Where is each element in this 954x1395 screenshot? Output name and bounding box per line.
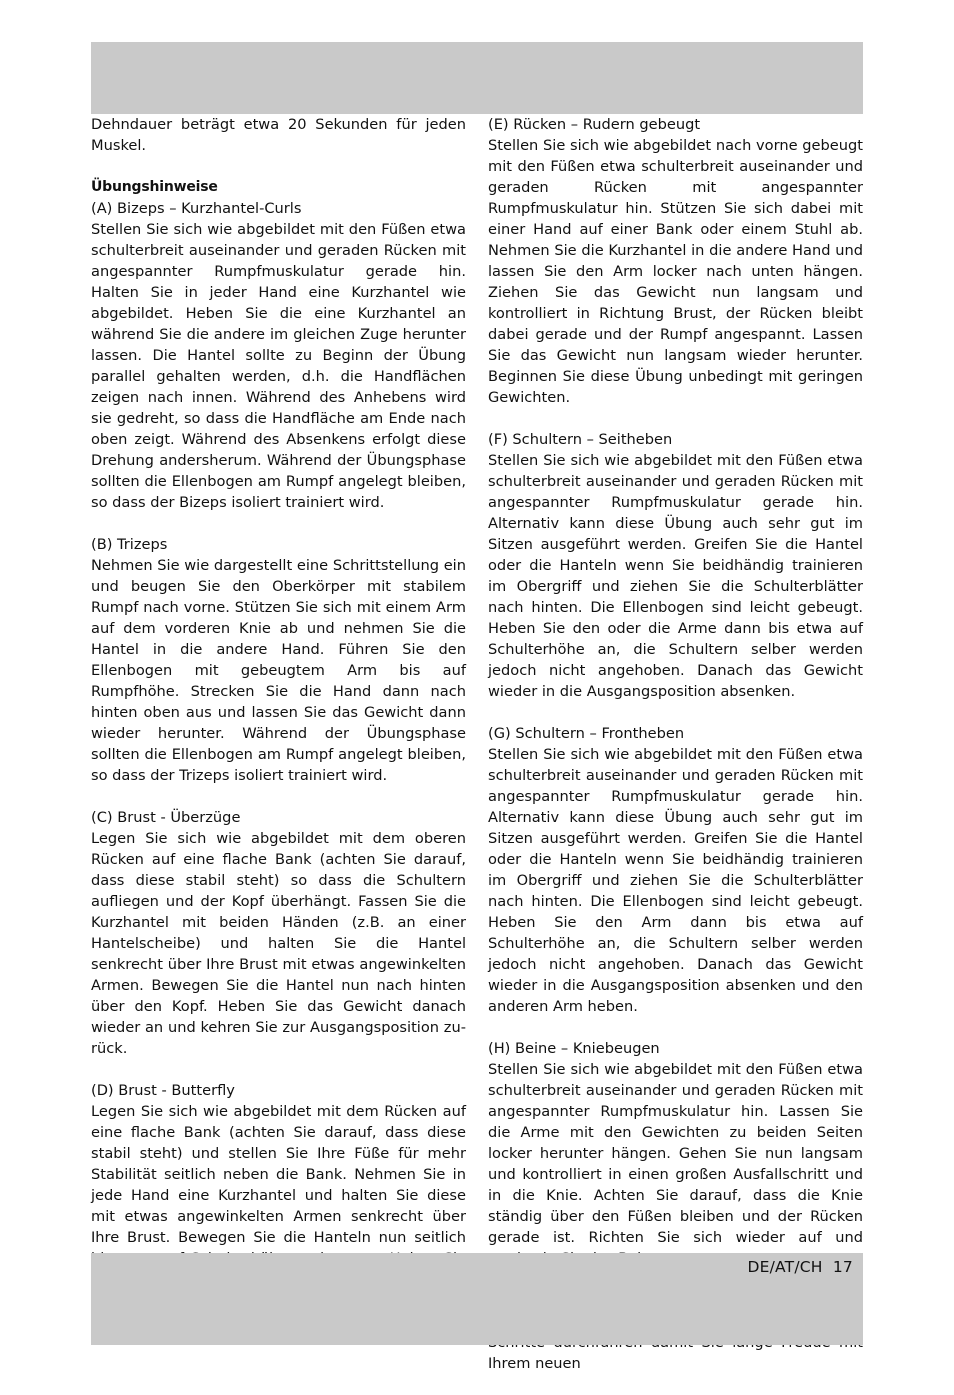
exercise-title: (C) Brust - Überzüge — [91, 809, 241, 826]
exercise-title: (B) Trizeps — [91, 536, 168, 553]
page-number: DE/AT/CH 17 — [747, 1258, 853, 1276]
exercise-h — [488, 1038, 863, 1269]
intro-paragraph — [91, 114, 466, 156]
exercise-text: Nehmen Sie wie dargestellt eine Schrittstellung ein und beugen Sie den Oberkörper mit stabilem Rumpf nach vorne. Stützen Sie sich mit einem Arm auf dem vorderen Knie ab und nehmen Sie die Hantel in die andere Hand. Führen Sie den Ellenbogen mit gebeugtem Arm bis auf Rumpfhöhe. Strecken Sie die Hand dann nach hinten oben aus und lassen Sie das Gewicht dann wieder herunter. Während der Übungsphase sollten die Ellenbogen am Rumpf angelegt bleiben, so dass der Trizeps isoliert trainiert wird. — [91, 557, 466, 784]
exercise-e — [488, 114, 863, 408]
exercise-g — [488, 723, 863, 1017]
exercise-title: (F) Schultern – Seitheben — [488, 431, 673, 448]
exercise-text: Stellen Sie sich wie abgebildet mit den Füßen etwa schulterbreit auseinander und geraden Rücken mit angespannter Rumpfmuskulatur gerade hin. Alternativ kann diese Übung auch sehr gut im Sitzen ausgeführt werden. Greifen Sie die Hantel oder die Hanteln wenn Sie beidhändig trainieren im Obergriff und ziehen Sie die Schulterblätter nach hinten. Die Ellenbogen sind leicht gebeugt. Heben Sie den Arm dann bis etwa auf Schulterhöhe an, die Schultern selber werden jedoch nicht angehoben. Danach das Gewicht wieder in die Ausgangsposition absenken und den anderen Arm heben. — [488, 746, 863, 1015]
intro-text: Dehndauer beträgt etwa 20 Sekunden für jeden Muskel. — [91, 116, 466, 154]
exercise-title: (H) Beine – Kniebeugen — [488, 1040, 660, 1057]
maintenance-text: Ihrem neuen — [488, 1355, 581, 1372]
section-heading: Übungshinweise — [91, 179, 218, 195]
exercise-f — [488, 429, 863, 702]
exercise-title: (G) Schultern – Frontheben — [488, 725, 685, 742]
exercise-text: Legen Sie sich wie abgebildet mit dem Rücken auf eine flache Bank (achten Sie darauf, dass diese stabil steht) und stellen Sie Ihre Füße für mehr Stabilität seitlich neben die Bank. Nehmen Sie in jede Hand eine Kurzhantel und halten Sie diese mit etwas angewinkelten Armen senkrecht über Ihre Brust. Bewegen Sie die Hanteln nun seitlich — [91, 1103, 466, 1246]
exercise-title: (E) Rücken – Rudern gebeugt — [488, 116, 701, 133]
exercise-text: Stellen Sie sich wie abgebildet mit den Füßen etwa schulterbreit auseinander und geraden Rücken mit angespannter Rumpfmuskulatur hin. Lassen Sie die Arme mit den Gewichten zu beiden Seiten locker herunter hängen. Gehen Sie nun langsam und kontrolliert in einen großen Ausfallschritt und in die Knie. Achten Sie darauf, dass die Knie ständig über den Füßen bleiben und der Rücken gerade ist. Richten Sie sich wieder auf und — [488, 1061, 863, 1246]
exercise-title: (D) Brust - Butterfly — [91, 1082, 235, 1099]
exercise-a — [91, 177, 466, 513]
exercise-text: Stellen Sie sich wie abgebildet nach vorne gebeugt mit den Füßen etwa schulterbreit auseinander und geraden Rücken mit angespannter Rumpfmuskulatur hin. Stützen Sie sich dabei mit einer Hand auf einer Bank oder einem Stuhl ab. Nehmen Sie die Kurzhantel in die andere Hand und lassen Sie den Arm locker nach unten hängen. Ziehen Sie das Gewicht nun langsam und kontrolliert in Richtung Brust, der Rücken bleibt dabei gerade und der Rumpf angespannt. Lassen Sie das Gewicht nun langsam wieder herunter. Beginnen Sie diese Übung unbedingt mit geringen Gewichten. — [488, 137, 863, 406]
header-band — [91, 42, 863, 114]
right-column — [488, 114, 863, 1395]
exercise-title: (A) Bizeps – Kurzhantel-Curls — [91, 200, 302, 217]
exercise-b — [91, 534, 466, 786]
left-column — [91, 114, 466, 1332]
exercise-text: Stellen Sie sich wie abgebildet mit den Füßen etwa schulterbreit auseinander und geraden Rücken mit angespannter Rumpfmuskulatur gerade hin. Halten Sie in jeder Hand eine Kurzhantel wie abgebildet. Heben Sie die eine Kurzhantel an während Sie die andere im gleichen Zuge herunter lassen. Die Hantel sollte zu Beginn der Übung parallel gehalten werden, d.h. die Handflächen zeigen nach innen. Während des Anhebens wird sie gedreht, so dass die Handfläche am Ende nach oben zeigt. Während des Absenkens erfolgt diese Drehung andersherum. Während der Übungsphase sollten die Ellenbogen am Rumpf angelegt bleiben, so dass der Bizeps isoliert trainiert wird. — [91, 221, 466, 511]
exercise-c — [91, 807, 466, 1059]
exercise-text: Stellen Sie sich wie abgebildet mit den Füßen etwa schulterbreit auseinander und geraden Rücken mit angespannter Rumpfmuskulatur gerade hin. Alternativ kann diese Übung auch sehr gut im Sitzen ausgeführt werden. Greifen Sie die Hantel oder die Hanteln wenn Sie beidhändig trainieren im Obergriff und ziehen Sie die Schulterblätter nach hinten. Die Ellenbogen sind leicht gebeugt. Heben Sie den oder die Arme dann bis etwa auf Schulterhöhe an, die Schultern selber werden jedoch nicht angehoben. Danach das Gewicht wieder in die Ausgangsposition absenken. — [488, 452, 863, 700]
exercise-text: Legen Sie sich wie abgebildet mit dem oberen Rücken auf eine flache Bank (achten Sie darauf, dass diese stabil steht) so dass die Schultern aufliegen und der Kopf überhängt. Fassen Sie die Kurzhantel mit beiden Händen (z.B. an einer Hantelscheibe) und halten Sie die Hantel senkrecht über Ihre Brust mit etwas angewinkelten Armen. Bewegen Sie die Hantel nun nach hinten über den Kopf. Heben Sie das Gewicht danach wieder an und kehren Sie zur Ausgangsposition zurück. — [91, 830, 466, 1057]
footer-band — [91, 1253, 863, 1345]
